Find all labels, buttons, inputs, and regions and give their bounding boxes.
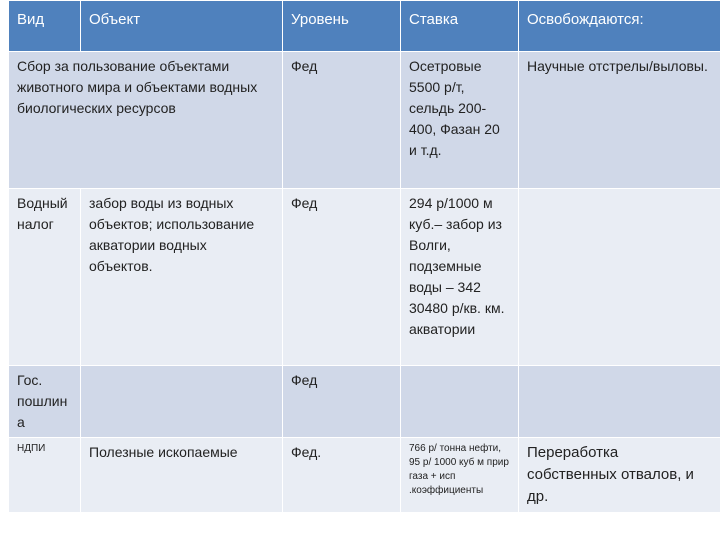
tax-table	[8, 0, 720, 513]
cell-vid: НДПИ	[9, 438, 81, 513]
cell-exempt: Переработка собственных отвалов, и др.	[519, 438, 720, 513]
cell-object: Полезные ископаемые	[81, 438, 283, 513]
cell-vid: Водный налог	[9, 189, 81, 366]
cell-level: Фед	[283, 366, 401, 438]
cell-level: Фед	[283, 52, 401, 189]
cell-object: забор воды из водных объектов; использование акватории водных объектов.	[81, 189, 283, 366]
cell-object	[81, 366, 283, 438]
cell-exempt	[519, 366, 720, 438]
table-row	[9, 438, 720, 513]
header-level: Уровень	[283, 1, 401, 52]
cell-level: Фед.	[283, 438, 401, 513]
cell-rate	[401, 366, 519, 438]
cell-exempt: Научные отстрелы/выловы.	[519, 52, 720, 189]
table-row	[9, 189, 720, 366]
cell-rate: 766 р/ тонна нефти, 95 р/ 1000 куб м прир газа + исп .коэффициенты	[401, 438, 519, 513]
cell-level: Фед	[283, 189, 401, 366]
cell-rate: Осетровые 5500 р/т, сельдь 200-400, Фазан 20 и т.д.	[401, 52, 519, 189]
header-rate: Ставка	[401, 1, 519, 52]
table-row	[9, 366, 720, 438]
header-vid: Вид	[9, 1, 81, 52]
header-exempt: Освобождаются:	[519, 1, 720, 52]
cell-vid: Гос. пошлина	[9, 366, 81, 438]
cell-exempt	[519, 189, 720, 366]
header-object: Объект	[81, 1, 283, 52]
table-header-row	[9, 1, 720, 52]
table-row	[9, 52, 720, 189]
cell-object: Сбор за пользование объектами животного мира и объектами водных биологических ресурсов	[9, 52, 283, 189]
cell-rate: 294 р/1000 м куб.– забор из Волги, подземные воды – 342 30480 р/кв. км. акватории	[401, 189, 519, 366]
